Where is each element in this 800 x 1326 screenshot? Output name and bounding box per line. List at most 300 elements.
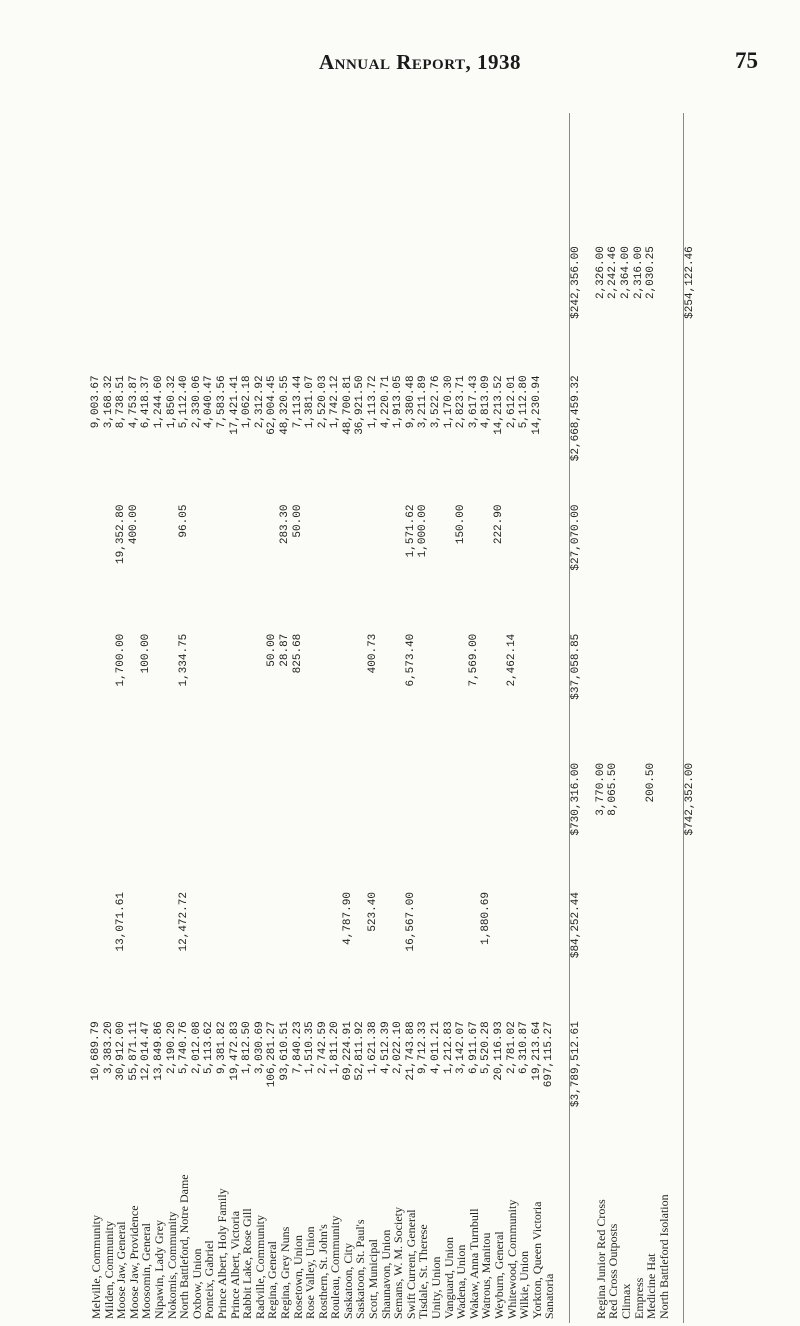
cell-c1: 5,740.76 bbox=[178, 1021, 191, 1075]
cell-c7 bbox=[329, 242, 342, 371]
table-row bbox=[354, 113, 367, 1323]
cell-c7 bbox=[354, 242, 367, 371]
cell-c8 bbox=[317, 113, 330, 242]
cell-c7: $242,356.00 bbox=[569, 242, 582, 371]
cell-c2 bbox=[531, 888, 544, 1017]
cell-c3 bbox=[216, 759, 229, 888]
cell-c5 bbox=[506, 501, 519, 630]
row-label: Rosthern, St. John's bbox=[315, 1224, 330, 1319]
cell-c3 bbox=[329, 759, 342, 888]
cell-c7 bbox=[254, 242, 267, 371]
cell-c8 bbox=[455, 113, 468, 242]
row-label: Moose Jaw, General bbox=[114, 1221, 129, 1319]
cell-c1: 13,849.86 bbox=[152, 1021, 165, 1081]
cell-c7 bbox=[342, 242, 355, 371]
cell-c4: 400.73 bbox=[367, 633, 380, 674]
cell-c2 bbox=[254, 888, 267, 1017]
cell-c7 bbox=[241, 242, 254, 371]
table-row bbox=[607, 113, 620, 1323]
table-row bbox=[620, 113, 633, 1323]
cell-c3 bbox=[128, 759, 141, 888]
cell-c4 bbox=[203, 630, 216, 759]
grand-totals-row bbox=[683, 113, 696, 1323]
cell-c4: 2,462.14 bbox=[505, 633, 518, 687]
cell-c3 bbox=[658, 759, 671, 888]
cell-c7: 2,030.25 bbox=[645, 246, 658, 300]
cell-c2 bbox=[468, 888, 481, 1017]
cell-c5 bbox=[329, 501, 342, 630]
cell-c8 bbox=[191, 113, 204, 242]
cell-c5: 222.90 bbox=[493, 504, 505, 545]
cell-c6: 5,112.80 bbox=[518, 375, 531, 429]
cell-c5 bbox=[443, 501, 456, 630]
cell-c6: 14,230.94 bbox=[530, 375, 543, 435]
cell-c8 bbox=[493, 113, 506, 242]
cell-c4 bbox=[633, 630, 646, 759]
cell-c3 bbox=[354, 759, 367, 888]
cell-c3 bbox=[506, 759, 519, 888]
cell-c8 bbox=[518, 113, 531, 242]
cell-c7 bbox=[518, 242, 531, 371]
table-row bbox=[115, 113, 128, 1323]
cell-c6: 3,168.32 bbox=[102, 375, 115, 429]
table-row bbox=[367, 113, 380, 1323]
cell-c1: 21,743.88 bbox=[404, 1021, 417, 1081]
table-row bbox=[304, 113, 317, 1323]
cell-c1: 7,840.23 bbox=[291, 1021, 304, 1075]
row-label: Whitewood, Community bbox=[504, 1199, 519, 1319]
cell-c8 bbox=[595, 113, 608, 242]
table-row bbox=[342, 113, 355, 1323]
cell-c7 bbox=[380, 242, 393, 371]
cell-c3 bbox=[493, 759, 506, 888]
cell-c7 bbox=[367, 242, 380, 371]
cell-c6: 6,418.37 bbox=[140, 375, 153, 429]
cell-c1: 5,113.62 bbox=[203, 1021, 216, 1075]
cell-c1 bbox=[633, 1017, 646, 1146]
cell-c6 bbox=[607, 371, 620, 500]
cell-c8 bbox=[153, 113, 166, 242]
grand-cell-c7: $254,122.46 bbox=[683, 242, 696, 371]
table-row bbox=[191, 113, 204, 1323]
cell-c4 bbox=[430, 630, 443, 759]
cell-c7 bbox=[140, 242, 153, 371]
cell-c2 bbox=[304, 888, 317, 1017]
row-label: North Battleford Isolation bbox=[656, 1194, 671, 1319]
cell-c4: 100.00 bbox=[140, 633, 153, 674]
cell-c3 bbox=[140, 759, 153, 888]
row-label: Rabbit Lake, Rose Gill bbox=[240, 1208, 255, 1319]
table-row bbox=[493, 113, 506, 1323]
cell-c3 bbox=[317, 759, 330, 888]
table-row bbox=[595, 113, 608, 1323]
cell-c8 bbox=[241, 113, 254, 242]
cell-c5 bbox=[645, 501, 658, 630]
cell-c8 bbox=[292, 113, 305, 242]
cell-c8 bbox=[342, 113, 355, 242]
cell-c2: 12,472.72 bbox=[178, 892, 191, 952]
cell-c3 bbox=[115, 759, 128, 888]
cell-c3 bbox=[191, 759, 204, 888]
cell-c5 bbox=[342, 501, 355, 630]
table-row bbox=[216, 113, 229, 1323]
page-title: Annual Report, 1938 bbox=[318, 50, 522, 74]
cell-c6: 2,612.01 bbox=[505, 375, 518, 429]
cell-c5: 1,000.00 bbox=[417, 504, 430, 558]
cell-c5 bbox=[595, 501, 608, 630]
cell-c8 bbox=[128, 113, 141, 242]
cell-c2 bbox=[241, 888, 254, 1017]
table-row bbox=[103, 113, 116, 1323]
cell-c3 bbox=[633, 759, 646, 888]
cell-c3: 200.50 bbox=[645, 762, 658, 803]
cell-c8 bbox=[166, 113, 179, 242]
cell-c3 bbox=[430, 759, 443, 888]
cell-c8 bbox=[367, 113, 380, 242]
cell-c6: 14,213.52 bbox=[493, 375, 505, 435]
cell-c3 bbox=[518, 759, 531, 888]
cell-c5 bbox=[166, 501, 179, 630]
row-label: Regina Junior Red Cross bbox=[593, 1199, 608, 1319]
cell-c2 bbox=[380, 888, 393, 1017]
table-row bbox=[392, 113, 405, 1323]
cell-c7: 2,326.00 bbox=[594, 246, 607, 300]
cell-c1: 2,742.59 bbox=[316, 1021, 329, 1075]
cell-c8 bbox=[531, 113, 544, 242]
cell-c3 bbox=[304, 759, 317, 888]
cell-c5 bbox=[216, 501, 229, 630]
cell-c7 bbox=[166, 242, 179, 371]
cell-c6: 1,742.12 bbox=[329, 375, 342, 429]
cell-c8 bbox=[633, 113, 646, 242]
cell-c1: 2,022.10 bbox=[392, 1021, 405, 1075]
cell-c7: 2,242.46 bbox=[607, 246, 620, 300]
row-label: Rouleau, Community bbox=[328, 1215, 343, 1319]
cell-c4 bbox=[417, 630, 430, 759]
cell-c2 bbox=[430, 888, 443, 1017]
cell-c2 bbox=[266, 888, 279, 1017]
cell-c2 bbox=[317, 888, 330, 1017]
cell-c1: 1,212.83 bbox=[442, 1021, 455, 1075]
grand-cell-c8 bbox=[683, 113, 696, 242]
cell-c6: 9,003.67 bbox=[90, 375, 102, 429]
cell-c7: 2,364.00 bbox=[619, 246, 632, 300]
cell-c1: 30,912.00 bbox=[115, 1021, 128, 1081]
cell-c7 bbox=[543, 242, 556, 371]
cell-c2 bbox=[633, 888, 646, 1017]
cell-c8 bbox=[329, 113, 342, 242]
grand-cell-c5 bbox=[683, 501, 696, 630]
cell-c4 bbox=[329, 630, 342, 759]
cell-c4 bbox=[216, 630, 229, 759]
cell-c8 bbox=[266, 113, 279, 242]
cell-c2 bbox=[292, 888, 305, 1017]
cell-c8 bbox=[216, 113, 229, 242]
cell-c8 bbox=[140, 113, 153, 242]
row-label: Tisdale, St. Therese bbox=[416, 1224, 431, 1319]
cell-c3 bbox=[266, 759, 279, 888]
cell-c1: 6,310.87 bbox=[518, 1021, 531, 1075]
cell-c4 bbox=[607, 630, 620, 759]
cell-c7 bbox=[279, 242, 292, 371]
grand-cell-c2 bbox=[683, 888, 696, 1017]
cell-c6: 4,813.09 bbox=[480, 375, 493, 429]
cell-c1: 3,383.20 bbox=[102, 1021, 115, 1075]
cell-c1 bbox=[595, 1017, 608, 1146]
cell-c6 bbox=[543, 371, 556, 500]
cell-c4: 1,700.00 bbox=[115, 633, 128, 687]
row-label: Rosetown, Union bbox=[290, 1235, 305, 1319]
table-row bbox=[292, 113, 305, 1323]
cell-c6: 1,381.07 bbox=[304, 375, 317, 429]
cell-c5 bbox=[607, 501, 620, 630]
cell-c1: 52,811.92 bbox=[354, 1021, 367, 1081]
table-row bbox=[645, 113, 658, 1323]
cell-c4 bbox=[493, 630, 506, 759]
cell-c4 bbox=[128, 630, 141, 759]
cell-c5 bbox=[430, 501, 443, 630]
cell-c3 bbox=[455, 759, 468, 888]
cell-c6: 17,421.41 bbox=[228, 375, 241, 435]
row-label: Shaunavon, Union bbox=[378, 1229, 393, 1319]
spacer-row bbox=[556, 113, 569, 1323]
cell-c7 bbox=[531, 242, 544, 371]
cell-c1: 69,224.91 bbox=[341, 1021, 354, 1081]
row-label: Semans, W. M. Society bbox=[391, 1206, 406, 1319]
cell-c1: 5,520.28 bbox=[480, 1021, 493, 1075]
table-row bbox=[531, 113, 544, 1323]
cell-c2 bbox=[354, 888, 367, 1017]
cell-c3 bbox=[241, 759, 254, 888]
cell-c1: 9,381.82 bbox=[215, 1021, 228, 1075]
grand-cell-c3: $742,352.00 bbox=[683, 759, 696, 888]
cell-c8 bbox=[430, 113, 443, 242]
cell-c8 bbox=[506, 113, 519, 242]
cell-c7 bbox=[417, 242, 430, 371]
cell-c3 bbox=[543, 759, 556, 888]
row-label: Rose Valley, Union bbox=[303, 1226, 318, 1319]
cell-c6: 1,913.05 bbox=[392, 375, 405, 429]
cell-c5 bbox=[153, 501, 166, 630]
cell-c8 bbox=[468, 113, 481, 242]
cell-c5 bbox=[304, 501, 317, 630]
cell-c5: 1,571.62 bbox=[404, 504, 417, 558]
cell-c6: 8,738.51 bbox=[115, 375, 128, 429]
cell-c4: 1,334.75 bbox=[178, 633, 191, 687]
table-row bbox=[380, 113, 393, 1323]
table-row bbox=[166, 113, 179, 1323]
cell-c2 bbox=[455, 888, 468, 1017]
cell-c1: 4,512.39 bbox=[379, 1021, 392, 1075]
row-label bbox=[569, 1146, 582, 1323]
cell-c8 bbox=[229, 113, 242, 242]
cell-c1: 2,190.20 bbox=[165, 1021, 178, 1075]
cell-c5 bbox=[140, 501, 153, 630]
cell-c4 bbox=[645, 630, 658, 759]
cell-c1: 6,911.67 bbox=[467, 1021, 480, 1075]
cell-c2 bbox=[128, 888, 141, 1017]
cell-c1: 1,621.38 bbox=[367, 1021, 380, 1075]
table-row bbox=[279, 113, 292, 1323]
cell-c4 bbox=[254, 630, 267, 759]
cell-c6: 3,617.43 bbox=[467, 375, 480, 429]
table-row bbox=[178, 113, 191, 1323]
cell-c6: 3,211.89 bbox=[417, 375, 430, 429]
grand-cell-c1 bbox=[683, 1017, 696, 1146]
cell-c3 bbox=[392, 759, 405, 888]
cell-c6: 1,062.18 bbox=[241, 375, 254, 429]
cell-c5 bbox=[367, 501, 380, 630]
cell-c7 bbox=[90, 242, 103, 371]
table-row bbox=[543, 113, 556, 1323]
cell-c1: 2,012.08 bbox=[190, 1021, 203, 1075]
row-label: Vanguard, Union bbox=[441, 1237, 456, 1319]
cell-c5 bbox=[380, 501, 393, 630]
cell-c1: 9,712.33 bbox=[417, 1021, 430, 1075]
row-label: Red Cross Outposts bbox=[606, 1223, 621, 1319]
cell-c8 bbox=[417, 113, 430, 242]
cell-c1: 10,689.79 bbox=[90, 1021, 102, 1081]
cell-c5 bbox=[518, 501, 531, 630]
cell-c6: 1,244.60 bbox=[152, 375, 165, 429]
cell-c6 bbox=[658, 371, 671, 500]
row-label: Moosomin, General bbox=[139, 1223, 154, 1319]
cell-c4 bbox=[241, 630, 254, 759]
cell-c7: 2,316.00 bbox=[632, 246, 645, 300]
cell-c8 bbox=[543, 113, 556, 242]
cell-c7 bbox=[405, 242, 418, 371]
table-row bbox=[480, 113, 493, 1323]
table-row bbox=[430, 113, 443, 1323]
cell-c8 bbox=[304, 113, 317, 242]
cell-c3 bbox=[153, 759, 166, 888]
cell-c1: 55,871.11 bbox=[127, 1021, 140, 1081]
cell-c2 bbox=[103, 888, 116, 1017]
cell-c7 bbox=[115, 242, 128, 371]
cell-c1: 20,116.93 bbox=[493, 1021, 505, 1081]
data-table bbox=[90, 113, 697, 1323]
cell-c5: 283.30 bbox=[278, 504, 291, 545]
cell-c4 bbox=[354, 630, 367, 759]
cell-c2 bbox=[191, 888, 204, 1017]
cell-c2 bbox=[620, 888, 633, 1017]
cell-c2 bbox=[658, 888, 671, 1017]
cell-c5 bbox=[191, 501, 204, 630]
cell-c2 bbox=[329, 888, 342, 1017]
cell-c4 bbox=[518, 630, 531, 759]
cell-c6: 36,921.50 bbox=[354, 375, 367, 435]
cell-c7 bbox=[480, 242, 493, 371]
cell-c8 bbox=[569, 113, 582, 242]
grand-cell-c4 bbox=[683, 630, 696, 759]
cell-c5 bbox=[468, 501, 481, 630]
cell-c3 bbox=[178, 759, 191, 888]
table-row bbox=[229, 113, 242, 1323]
row-label: Milden, Community bbox=[101, 1220, 116, 1319]
cell-c7 bbox=[191, 242, 204, 371]
table-row bbox=[128, 113, 141, 1323]
cell-c8 bbox=[607, 113, 620, 242]
table-row bbox=[633, 113, 646, 1323]
cell-c8 bbox=[178, 113, 191, 242]
cell-c5 bbox=[392, 501, 405, 630]
cell-c1: 12,014.47 bbox=[140, 1021, 153, 1081]
cell-c2 bbox=[518, 888, 531, 1017]
row-label: Melville, Community bbox=[89, 1215, 103, 1319]
cell-c2: 16,567.00 bbox=[404, 892, 417, 952]
cell-c5 bbox=[620, 501, 633, 630]
cell-c5 bbox=[633, 501, 646, 630]
cell-c8 bbox=[279, 113, 292, 242]
table-row bbox=[468, 113, 481, 1323]
table-row bbox=[417, 113, 430, 1323]
cell-c8 bbox=[405, 113, 418, 242]
row-label: Regina, General bbox=[265, 1241, 280, 1319]
cell-c5 bbox=[229, 501, 242, 630]
cell-c3: 3,770.00 bbox=[594, 762, 607, 816]
cell-c4: 6,573.40 bbox=[404, 633, 417, 687]
table-row bbox=[329, 113, 342, 1323]
cell-c4: $37,058.85 bbox=[569, 630, 582, 759]
cell-c6: 2,823.71 bbox=[455, 375, 468, 429]
cell-c1 bbox=[658, 1017, 671, 1146]
cell-c3 bbox=[166, 759, 179, 888]
cell-c2 bbox=[543, 888, 556, 1017]
spacer-row bbox=[582, 113, 595, 1323]
cell-c4 bbox=[317, 630, 330, 759]
cell-c4 bbox=[480, 630, 493, 759]
row-label: Empress bbox=[631, 1277, 646, 1319]
cell-c8 bbox=[620, 113, 633, 242]
row-label: Yorkton, Queen Victoria bbox=[529, 1201, 544, 1319]
row-label: Prince Albert, Victoria bbox=[227, 1210, 242, 1319]
cell-c7 bbox=[493, 242, 506, 371]
cell-c1 bbox=[645, 1017, 658, 1146]
cell-c8 bbox=[443, 113, 456, 242]
cell-c3 bbox=[480, 759, 493, 888]
cell-c6: 1,113.72 bbox=[367, 375, 380, 429]
cell-c4: 28.87 bbox=[278, 633, 291, 667]
page-number: 75 bbox=[735, 48, 758, 73]
cell-c2 bbox=[607, 888, 620, 1017]
cell-c6 bbox=[645, 371, 658, 500]
row-label: Saskatoon, St. Paul's bbox=[353, 1219, 368, 1319]
row-label: Oxbow, Union bbox=[189, 1248, 204, 1319]
cell-c7 bbox=[292, 242, 305, 371]
cell-c1: 3,142.07 bbox=[455, 1021, 468, 1075]
cell-c6: 4,220.71 bbox=[379, 375, 392, 429]
table-row bbox=[443, 113, 456, 1323]
table-row bbox=[506, 113, 519, 1323]
totals-row bbox=[569, 113, 582, 1323]
cell-c2 bbox=[153, 888, 166, 1017]
cell-c8 bbox=[380, 113, 393, 242]
cell-c7 bbox=[103, 242, 116, 371]
cell-c2 bbox=[229, 888, 242, 1017]
cell-c3 bbox=[279, 759, 292, 888]
cell-c2: 4,787.90 bbox=[341, 892, 354, 945]
cell-c6: 48,700.81 bbox=[341, 375, 354, 435]
cell-c4 bbox=[229, 630, 242, 759]
row-label: Medicine Hat bbox=[644, 1253, 659, 1319]
cell-c1: 106,281.27 bbox=[266, 1021, 279, 1088]
cell-c5 bbox=[658, 501, 671, 630]
cell-c2 bbox=[493, 888, 506, 1017]
table-row bbox=[90, 113, 103, 1323]
cell-c1: 1,811.20 bbox=[329, 1021, 342, 1075]
cell-c3 bbox=[443, 759, 456, 888]
row-label: Scott, Municipal bbox=[366, 1239, 381, 1319]
